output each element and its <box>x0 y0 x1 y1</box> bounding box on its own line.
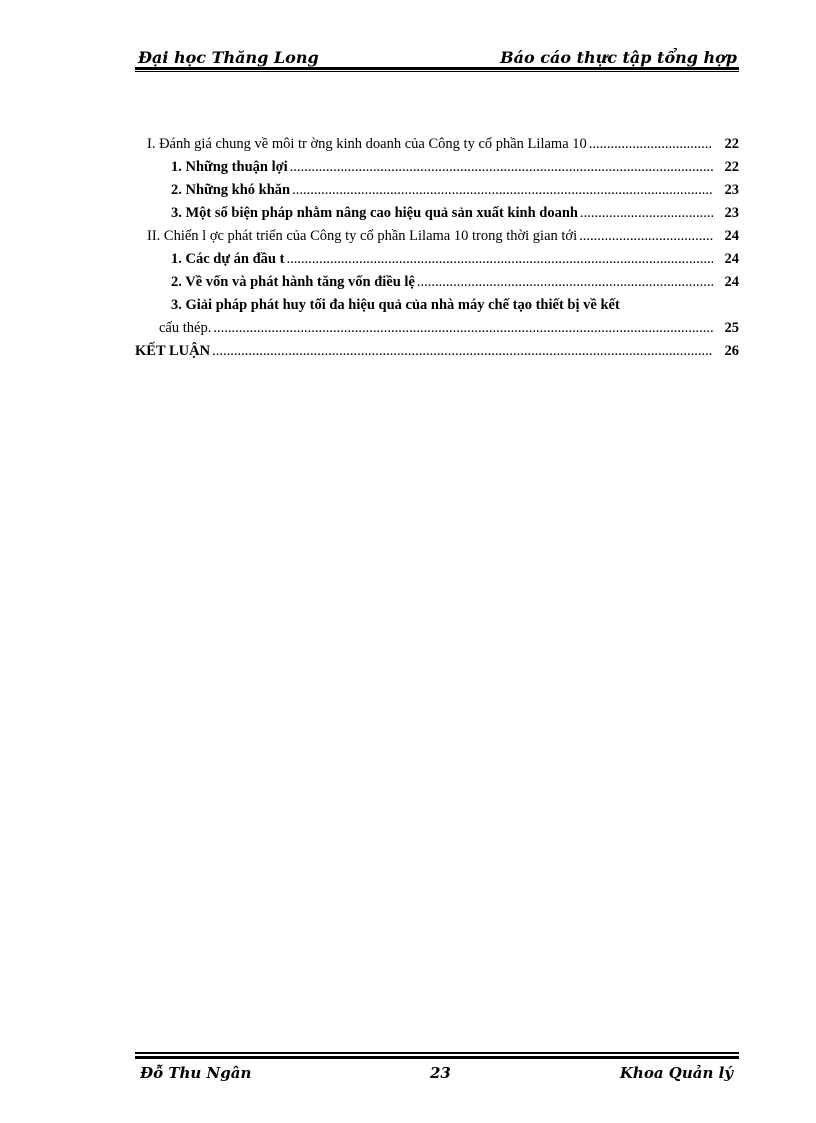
header-rule-thin <box>135 71 739 72</box>
toc-entry <box>135 294 739 317</box>
toc-entry-page: 24 <box>724 251 739 267</box>
toc-entry-page: 22 <box>724 159 739 175</box>
toc-entry-label: 3. Giải pháp phát huy tối đa hiệu quả của nhà máy chế tạo thiết bị về kết <box>171 297 620 313</box>
toc-entry-label: 2. Những khó khăn <box>171 182 291 198</box>
footer-rule-thin <box>135 1052 739 1054</box>
toc-entry-label: 1. Những thuận lợi <box>171 159 288 175</box>
toc-entry <box>135 202 739 225</box>
page-header <box>135 48 739 68</box>
toc-entry <box>135 248 739 271</box>
footer-author: Đỗ Thu Ngân <box>140 1064 252 1082</box>
toc-leader-dots <box>589 133 713 156</box>
header-rule-thick <box>135 67 739 70</box>
toc-entry-page: 23 <box>724 205 739 221</box>
toc-leader-dots <box>286 248 713 271</box>
toc-entry-conclusion <box>135 340 739 363</box>
toc-leader-dots <box>213 317 713 340</box>
toc-leader-dots <box>212 340 713 363</box>
page-footer <box>135 1064 739 1084</box>
toc-entry-label: 1. Các dự án đầu t <box>171 251 285 267</box>
toc-entry <box>135 179 739 202</box>
toc-entry-page: 23 <box>724 182 739 198</box>
toc-entry-page: 22 <box>724 136 739 152</box>
toc-entry <box>135 133 739 156</box>
toc-leader-dots <box>292 179 713 202</box>
header-report-title: Báo cáo thực tập tổng hợp <box>500 48 737 67</box>
toc-entry-continuation <box>135 317 739 340</box>
header-university: Đại học Thăng Long <box>138 48 319 67</box>
toc-entry <box>135 271 739 294</box>
toc-entry-label: II. Chiến l ợc phát triển của Công ty cổ phần Lilama 10 trong thời gian tới <box>147 228 578 244</box>
toc-entry <box>135 156 739 179</box>
toc-entry-label: I. Đánh giá chung về môi tr ờng kinh doanh của Công ty cổ phần Lilama 10 <box>147 136 587 152</box>
toc-entry-label: 2. Về vốn và phát hành tăng vốn điều lệ <box>171 274 415 290</box>
footer-department: Khoa Quản lý <box>619 1064 733 1082</box>
footer-rule-thick <box>135 1056 739 1059</box>
toc-entry <box>135 225 739 248</box>
toc-entry-page: 24 <box>724 228 739 244</box>
toc-entry-label: cấu thép. <box>159 320 212 336</box>
footer-page-number: 23 <box>430 1064 451 1082</box>
toc-leader-dots <box>580 202 713 225</box>
toc-entry-label: 3. Một số biện pháp nhằm nâng cao hiệu quả sản xuất kinh doanh <box>171 205 578 221</box>
toc-entry-page: 26 <box>724 343 739 359</box>
toc-entry-page: 25 <box>724 320 739 336</box>
toc-entry-label: KẾT LUẬN <box>135 343 211 359</box>
toc-entry-page: 24 <box>724 274 739 290</box>
toc-leader-dots <box>579 225 713 248</box>
table-of-contents <box>135 133 739 363</box>
toc-leader-dots <box>417 271 713 294</box>
toc-leader-dots <box>290 156 713 179</box>
